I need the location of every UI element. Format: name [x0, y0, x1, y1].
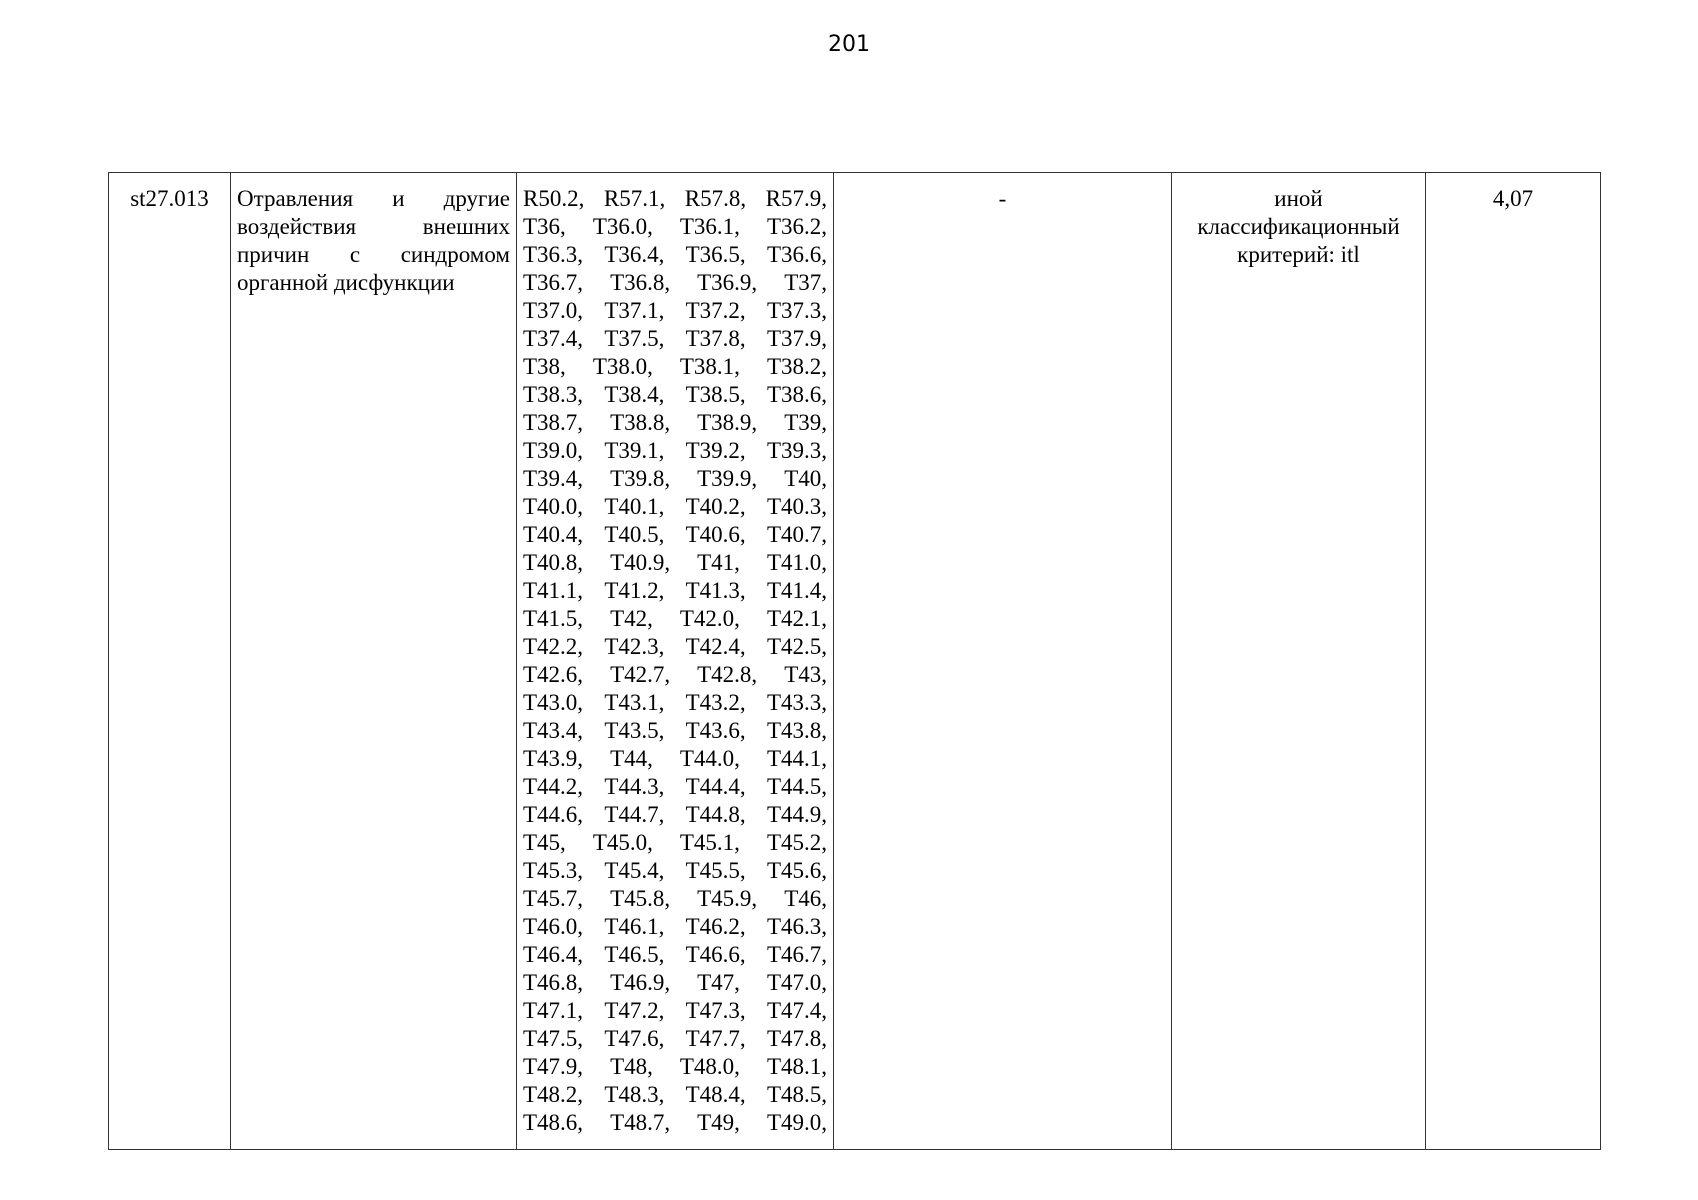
icd-code: T36.7, — [523, 270, 584, 295]
icd-code: T45.3, — [523, 858, 584, 883]
icd-code: T44.3, — [604, 774, 665, 799]
icd-code: T47.5, — [523, 1026, 584, 1051]
icd-code: R50.2, — [523, 186, 585, 211]
icd-code: T42.7, — [610, 662, 671, 687]
icd-code: T47.0, — [766, 970, 827, 995]
icd-code-line — [523, 1109, 827, 1137]
icd-code: T48.2, — [523, 1082, 584, 1107]
icd-code: T39.8, — [610, 466, 671, 491]
icd-code: T45, — [523, 830, 566, 855]
icd-code: T48.5, — [766, 1082, 827, 1107]
name-word: причин — [237, 242, 310, 267]
icd-code: T48.4, — [685, 1082, 746, 1107]
icd-code-line — [523, 493, 827, 521]
icd-code: T44.6, — [523, 802, 584, 827]
name-word: Отравления — [237, 186, 354, 211]
icd-code: T46.6, — [685, 942, 746, 967]
icd-code: T38.5, — [685, 382, 746, 407]
icd-code: T43.1, — [604, 690, 665, 715]
name-word: и — [392, 186, 405, 211]
icd-code: T43.3, — [766, 690, 827, 715]
icd-code: T47.8, — [766, 1026, 827, 1051]
icd-code: T37, — [784, 270, 827, 295]
icd-code: T47.3, — [685, 998, 746, 1023]
icd-code: T38.8, — [610, 410, 671, 435]
icd-code: T44.7, — [604, 802, 665, 827]
icd-code: T42, — [610, 606, 653, 631]
icd-code-line — [523, 1025, 827, 1053]
icd-code: T40.2, — [685, 494, 746, 519]
icd-code: T38.9, — [697, 410, 758, 435]
icd-code: T37.5, — [604, 326, 665, 351]
icd-code-line — [523, 241, 827, 269]
icd-code: T41, — [697, 550, 740, 575]
icd-code-line — [523, 521, 827, 549]
icd-code: T44.0, — [679, 746, 740, 771]
icd-code: T39.1, — [604, 438, 665, 463]
icd-code-line — [523, 409, 827, 437]
icd-code: T39.0, — [523, 438, 584, 463]
icd-code: T48.7, — [610, 1110, 671, 1135]
icd-code: T44.4, — [685, 774, 746, 799]
icd-code-line — [523, 885, 827, 913]
icd-code-line — [523, 745, 827, 773]
icd-code-line — [523, 857, 827, 885]
icd-code: T41.5, — [523, 606, 584, 631]
icd-code: T46, — [784, 886, 827, 911]
icd-code: T40.3, — [766, 494, 827, 519]
icd-code: T46.5, — [604, 942, 665, 967]
icd-code-line — [523, 997, 827, 1025]
icd-code: T42.6, — [523, 662, 584, 687]
icd-code: T41.0, — [766, 550, 827, 575]
icd-code: T48.6, — [523, 1110, 584, 1135]
icd-code-line — [523, 773, 827, 801]
icd-code: T37.2, — [685, 298, 746, 323]
icd-code: T43.5, — [604, 718, 665, 743]
icd-code: T44.5, — [766, 774, 827, 799]
icd-code: T38.2, — [766, 354, 827, 379]
icd-code: T48, — [610, 1054, 653, 1079]
icd-code-line — [523, 941, 827, 969]
icd-code: T38.6, — [766, 382, 827, 407]
icd-code: T40.8, — [523, 550, 584, 575]
icd-code: T37.3, — [766, 298, 827, 323]
icd-code-line — [523, 213, 827, 241]
icd-code: T43, — [784, 662, 827, 687]
icd-code: T41.1, — [523, 578, 584, 603]
icd-code: T42.4, — [685, 634, 746, 659]
icd-code-line — [523, 633, 827, 661]
icd-code: T40.9, — [610, 550, 671, 575]
icd-code: T43.8, — [766, 718, 827, 743]
icd-code-line — [523, 269, 827, 297]
icd-code: T40.6, — [685, 522, 746, 547]
icd-code-line — [523, 661, 827, 689]
icd-code: T46.0, — [523, 914, 584, 939]
icd-code-line — [523, 801, 827, 829]
icd-code: T45.2, — [766, 830, 827, 855]
icd-code: T45.7, — [523, 886, 584, 911]
icd-code: T43.2, — [685, 690, 746, 715]
icd-code: T37.1, — [604, 298, 665, 323]
icd-codes-cell — [517, 173, 834, 1150]
icd-code: T45.0, — [592, 830, 653, 855]
icd-code: T42.0, — [679, 606, 740, 631]
icd-code: T46.1, — [604, 914, 665, 939]
page-number: 201 — [828, 32, 870, 57]
icd-code-line — [523, 913, 827, 941]
icd-code: T45.5, — [685, 858, 746, 883]
icd-code: T37.8, — [685, 326, 746, 351]
icd-code: T46.4, — [523, 942, 584, 967]
icd-code: T39.2, — [685, 438, 746, 463]
icd-code: T46.3, — [766, 914, 827, 939]
icd-code-line — [523, 1053, 827, 1081]
icd-code: R57.8, — [684, 186, 747, 211]
icd-code: T44.1, — [766, 746, 827, 771]
icd-code: T47.2, — [604, 998, 665, 1023]
icd-code: T45.8, — [610, 886, 671, 911]
icd-code-line — [523, 381, 827, 409]
name-word: воздействия — [237, 214, 357, 239]
icd-code-line — [523, 437, 827, 465]
icd-code: T38.0, — [592, 354, 653, 379]
icd-code: T41.4, — [766, 578, 827, 603]
icd-code: T45.1, — [679, 830, 740, 855]
icd-code: T46.2, — [685, 914, 746, 939]
icd-code-line — [523, 1081, 827, 1109]
tariff-table — [108, 172, 1601, 1150]
icd-code: T39.3, — [766, 438, 827, 463]
icd-code: R57.1, — [603, 186, 666, 211]
group-name-cell — [231, 173, 517, 1150]
icd-code: T47.1, — [523, 998, 584, 1023]
name-word: органной дисфункции — [237, 270, 455, 295]
icd-code: R57.9, — [765, 186, 827, 211]
icd-code: T43.4, — [523, 718, 584, 743]
coefficient-cell: 4,07 — [1426, 173, 1601, 1150]
icd-code: T40.4, — [523, 522, 584, 547]
icd-code-line — [523, 297, 827, 325]
icd-code-line — [523, 185, 827, 213]
icd-code: T36.5, — [685, 242, 746, 267]
icd-code: T36.2, — [766, 214, 827, 239]
icd-code: T44, — [610, 746, 653, 771]
name-word: синдромом — [400, 242, 510, 267]
table-row — [109, 173, 1601, 1150]
name-line — [237, 185, 510, 213]
icd-code-line — [523, 577, 827, 605]
icd-code-line — [523, 465, 827, 493]
icd-code: T39.4, — [523, 466, 584, 491]
icd-code: T36.4, — [604, 242, 665, 267]
icd-code-line — [523, 689, 827, 717]
icd-code-line — [523, 829, 827, 857]
icd-code: T47.7, — [685, 1026, 746, 1051]
name-word: другие — [443, 186, 510, 211]
icd-code: T38, — [523, 354, 566, 379]
icd-code: T40.0, — [523, 494, 584, 519]
icd-code: T36.3, — [523, 242, 584, 267]
icd-code-line — [523, 353, 827, 381]
icd-code: T42.1, — [766, 606, 827, 631]
icd-code: T42.5, — [766, 634, 827, 659]
icd-code: T47, — [697, 970, 740, 995]
icd-code: T37.9, — [766, 326, 827, 351]
icd-code: T39, — [784, 410, 827, 435]
criterion-line: критерий: itl — [1237, 242, 1360, 267]
icd-code: T38.3, — [523, 382, 584, 407]
icd-code: T45.6, — [766, 858, 827, 883]
icd-code: T37.4, — [523, 326, 584, 351]
name-line — [237, 213, 510, 241]
icd-code: T36, — [523, 214, 566, 239]
icd-code: T44.8, — [685, 802, 746, 827]
name-word: с — [349, 242, 361, 267]
icd-code: T48.3, — [604, 1082, 665, 1107]
icd-code: T48.0, — [679, 1054, 740, 1079]
icd-code: T40.5, — [604, 522, 665, 547]
icd-code: T47.9, — [523, 1054, 584, 1079]
icd-code: T49.0, — [766, 1110, 827, 1135]
icd-code: T49, — [697, 1110, 740, 1135]
icd-code: T44.9, — [766, 802, 827, 827]
name-word: внешних — [422, 214, 510, 239]
icd-code: T42.8, — [697, 662, 758, 687]
icd-code: T45.4, — [604, 858, 665, 883]
icd-code-line — [523, 549, 827, 577]
criterion-cell — [1172, 173, 1426, 1150]
icd-code: T40, — [784, 466, 827, 491]
icd-code-line — [523, 717, 827, 745]
criterion-line: иной — [1274, 186, 1323, 211]
icd-code-line — [523, 969, 827, 997]
icd-code: T40.7, — [766, 522, 827, 547]
icd-code: T47.6, — [604, 1026, 665, 1051]
icd-code: T38.4, — [604, 382, 665, 407]
icd-code: T43.9, — [523, 746, 584, 771]
icd-code: T42.3, — [604, 634, 665, 659]
icd-code: T36.0, — [592, 214, 653, 239]
icd-code: T38.1, — [679, 354, 740, 379]
icd-code-line — [523, 325, 827, 353]
icd-code: T47.4, — [766, 998, 827, 1023]
icd-code: T40.1, — [604, 494, 665, 519]
icd-code: T39.9, — [697, 466, 758, 491]
group-code-cell: st27.013 — [109, 173, 231, 1150]
icd-code: T46.7, — [766, 942, 827, 967]
icd-code-line — [523, 605, 827, 633]
icd-code: T36.9, — [697, 270, 758, 295]
icd-code: T41.3, — [685, 578, 746, 603]
icd-code: T45.9, — [697, 886, 758, 911]
icd-code: T37.0, — [523, 298, 584, 323]
icd-code: T44.2, — [523, 774, 584, 799]
procedure-codes-cell: - — [834, 173, 1172, 1150]
icd-code: T46.8, — [523, 970, 584, 995]
icd-code: T46.9, — [610, 970, 671, 995]
icd-code: T43.0, — [523, 690, 584, 715]
name-line — [237, 269, 510, 297]
criterion-line: классификационный — [1197, 214, 1400, 239]
name-line — [237, 241, 510, 269]
icd-code: T36.8, — [610, 270, 671, 295]
icd-code: T36.1, — [679, 214, 740, 239]
icd-code: T42.2, — [523, 634, 584, 659]
icd-code: T43.6, — [685, 718, 746, 743]
icd-code: T36.6, — [766, 242, 827, 267]
icd-code: T41.2, — [604, 578, 665, 603]
icd-code: T48.1, — [766, 1054, 827, 1079]
icd-code: T38.7, — [523, 410, 584, 435]
